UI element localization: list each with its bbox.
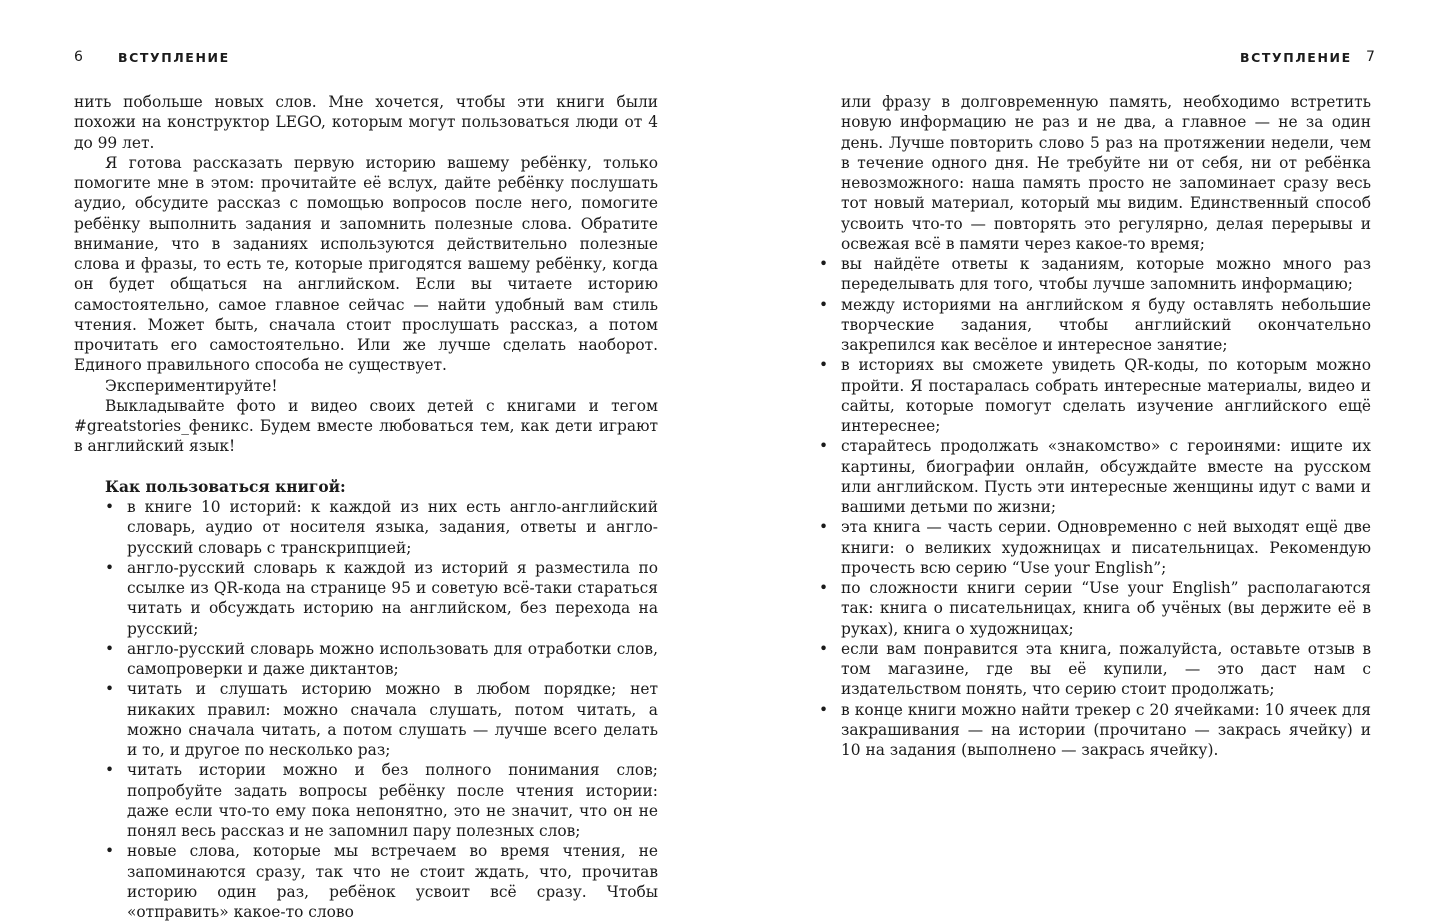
right-running-title: ВСТУПЛЕНИЕ xyxy=(1240,50,1352,65)
list-item: • в книге 10 историй: к каждой из них есть англо-английский словарь, аудио от носителя языка, задания, ответы и англо-русский словарь с транскрипцией; xyxy=(74,497,658,558)
section-heading: Как пользоваться книгой: xyxy=(105,477,346,496)
paragraph: Я готова рассказать первую историю вашему ребёнку, только помогите мне в этом: прочитайте её вслух, дайте ребёнку послушать аудио, обсудите рассказ с помощью вопросов после него, помогите ребёнку выполнить задания и запомнить полезные слова. Обратите внимание, что в заданиях используются действительно полезные слова и фразы, то есть те, которые пригодятся вашему ребёнку, когда он будет общаться на английском. Если вы читаете историю самостоятельно, самое главное сейчас — найти удобный вам стиль чтения. Может быть, сначала стоит прослушать рассказ, а потом прочитать его самостоятельно. Или же лучше сделать наоборот. Единого правильного способа не существует. xyxy=(74,153,658,375)
list-item: • эта книга — часть серии. Одновременно с ней выходят ещё две книги: о великих художницах и писательницах. Рекомендую прочесть всю серию “Use your English”; xyxy=(841,517,1371,578)
paragraph: нить побольше новых слов. Мне хочется, чтобы эти книги были похожи на конструктор LEGO, которым могут пользоваться люди от 4 до 99 лет. xyxy=(74,93,658,152)
list-item: • новые слова, которые мы встречаем во время чтения, не запоминаются сразу, так что не стоит ждать, что, прочитав историю один раз, ребёнок усвоит всё сразу. Чтобы «отправить» какое-то слово xyxy=(74,841,658,922)
list-item: • по сложности книги серии “Use your English” располагаются так: книга о писательницах, книга об учёных (вы держите её в руках), книга о художницах; xyxy=(841,578,1371,639)
paragraph: Выкладывайте фото и видео своих детей с книгами и тегом #greatstories_феникс. Будем вместе любоваться тем, как дети играют в английский язык! xyxy=(74,396,658,456)
list-item: • англо-русский словарь к каждой из историй я разместила по ссылке из QR-кода на странице 95 и советую всё-таки стараться читать и обсуждать историю на английском, без перехода на русский; xyxy=(74,558,658,639)
paragraph-spacer xyxy=(74,457,658,477)
right-page-number: 7 xyxy=(1366,49,1376,65)
usage-tips-list xyxy=(74,497,658,922)
left-page-number: 6 xyxy=(74,49,84,65)
list-item: • вы найдёте ответы к заданиям, которые можно много раз переделывать для того, чтобы лучше запомнить информацию; xyxy=(841,254,1371,295)
list-item: • читать истории можно и без полного понимания слов; попробуйте задать вопросы ребёнку после чтения истории: даже если что-то ему пока непонятно, это не значит, что он не понял весь рассказ и не запомнил пару полезных слов; xyxy=(74,760,658,841)
right-page xyxy=(722,0,1445,919)
list-item-continuation: или фразу в долговременную память, необходимо встретить новую информацию не раз и не два, а главное — не за один день. Лучше повторить слово 5 раз на протяжении недели, чем в течение одного дня. Не требуйте ни от себя, ни от ребёнка невозможного: наша память просто не запоминает сразу весь тот новый материал, который мы видим. Единственный способ усвоить что-то — повторять это регулярно, делая перерывы и освежая всё в памяти через какое-то время; xyxy=(841,93,1371,253)
usage-tips-list-continued xyxy=(841,254,1371,760)
list-item: • между историями на английском я буду оставлять небольшие творческие задания, чтобы английский окончательно закрепился как весёлое и интересное занятие; xyxy=(841,295,1371,356)
list-item: • в конце книги можно найти трекер с 20 ячейками: 10 ячеек для закрашивания — на истории (прочитано — закрась ячейку) и 10 на задания (выполнено — закрась ячейку). xyxy=(841,700,1371,761)
list-item: • англо-русский словарь можно использовать для отработки слов, самопроверки и даже диктантов; xyxy=(74,639,658,680)
right-running-header xyxy=(1240,49,1376,69)
left-page xyxy=(0,0,722,919)
list-item: • если вам понравится эта книга, пожалуйста, оставьте отзыв в том магазине, где вы её купили, — это даст нам с издательством понять, что серию стоит продолжать; xyxy=(841,639,1371,700)
left-body-text xyxy=(74,92,658,922)
paragraph: Экспериментируйте! xyxy=(105,376,278,395)
list-item: • старайтесь продолжать «знакомство» с героинями: ищите их картины, биографии онлайн, обсуждайте вместе на русском или английском. Пусть эти интересные женщины идут с вами и вашими детьми по жизни; xyxy=(841,436,1371,517)
right-body-text xyxy=(841,92,1371,760)
list-item: • в историях вы сможете увидеть QR-коды, по которым можно пройти. Я постаралась собрать интересные материалы, видео и сайты, которые помогут сделать изучение английского ещё интереснее; xyxy=(841,355,1371,436)
list-item: • читать и слушать историю можно в любом порядке; нет никаких правил: можно сначала слушать, потом читать, а можно сначала читать, а потом слушать — лучше всего делать и то, и другое по несколько раз; xyxy=(74,679,658,760)
left-running-title: ВСТУПЛЕНИЕ xyxy=(118,50,230,65)
